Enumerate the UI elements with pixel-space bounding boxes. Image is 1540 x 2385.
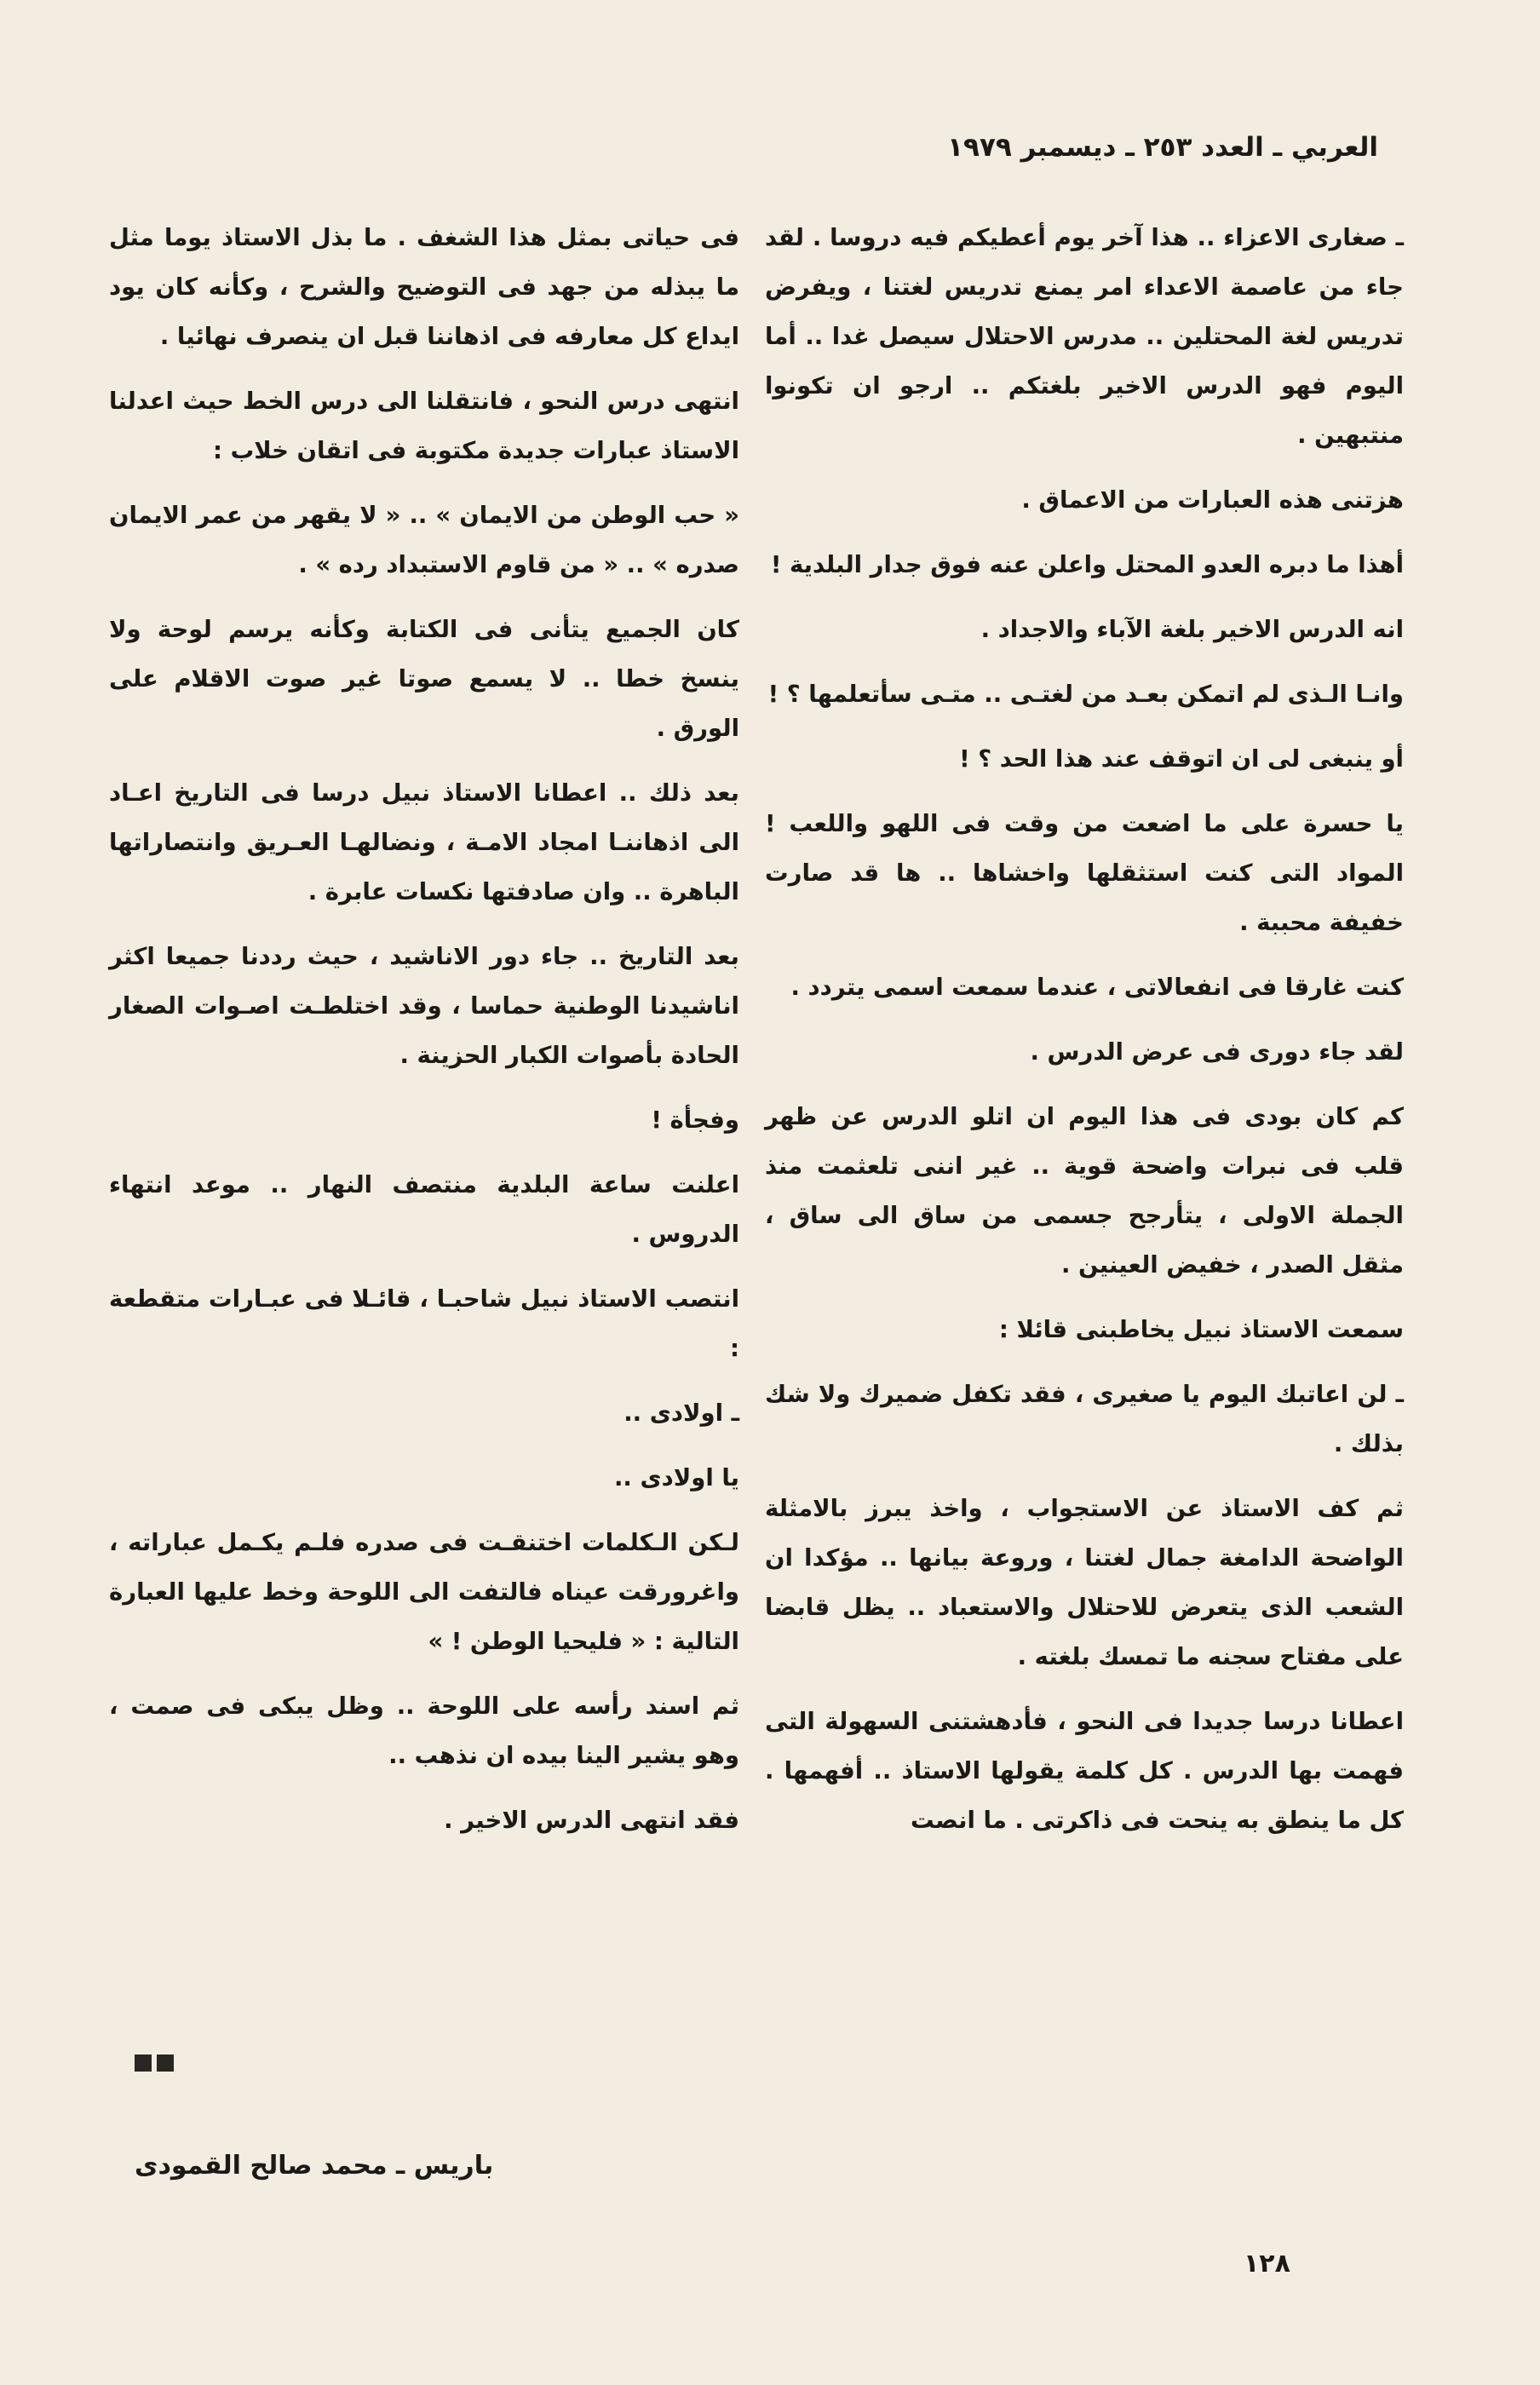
paragraph: فى حياتى بمثل هذا الشغف . ما بذل الاستاذ يوما مثل ما يبذله من جهد فى التوضيح والشرح ، وكأنه كان يود ايداع كل معارفه فى اذهاننا قبل ان ينصرف نهائيا . — [109, 224, 739, 350]
paragraph: انه الدرس الاخير بلغة الآباء والاجداد . — [980, 616, 1404, 643]
paragraph: ـ لن اعاتبك اليوم يا صغيرى ، فقد تكفل ضميرك ولا شك بذلك . — [765, 1381, 1404, 1457]
paragraph: وفجأة ! — [651, 1106, 739, 1134]
paragraph: اعطانا درسا جديدا فى النحو ، فأدهشتنى السهولة التى فهمت بها الدرس . كل كلمة يقولها الاستاذ .. أفهمها . كل ما ينطق به ينحت فى ذاكرتى . ما انصت — [765, 1708, 1404, 1834]
end-square-icon — [157, 2055, 174, 2072]
end-square-icon — [135, 2055, 152, 2072]
paragraph: بعد ذلك .. اعطانا الاستاذ نبيل درسا فى التاريخ اعـاد الى اذهاننـا امجاد الامـة ، ونضالهـا العـريق وانتصاراتها الباهرة .. وان صادفتها نكسات عابرة . — [109, 779, 739, 905]
paragraph: فقد انتهى الدرس الاخير . — [444, 1807, 739, 1834]
paragraph: كنت غارقا فى انفعالاتى ، عندما سمعت اسمى يتردد . — [790, 974, 1404, 1001]
paragraph: انتصب الاستاذ نبيل شاحبـا ، قائـلا فى عبـارات متقطعة : — [109, 1285, 739, 1362]
paragraph: أهذا ما دبره العدو المحتل واعلن عنه فوق جدار البلدية ! — [770, 551, 1404, 578]
paragraph: وانـا الـذى لم اتمكن بعـد من لغتـى .. متـى سأتعلمها ؟ ! — [767, 681, 1404, 708]
paragraph: لقد جاء دورى فى عرض الدرس . — [1030, 1038, 1404, 1066]
running-head: العربي ـ العدد ٢٥٣ ـ ديسمبر ١٩٧٩ — [947, 132, 1378, 163]
paragraph: ثم اسند رأسه على اللوحة .. وظل يبكى فى صمت ، وهو يشير الينا بيده ان نذهب .. — [109, 1692, 739, 1769]
end-of-article-mark — [135, 2055, 174, 2072]
right-text-column — [765, 213, 1404, 1860]
paragraph: هزتنى هذه العبارات من الاعماق . — [1021, 486, 1404, 514]
paragraph: اعلنت ساعة البلدية منتصف النهار .. موعد انتهاء الدروس . — [109, 1171, 739, 1248]
paragraph: « حب الوطن من الايمان » .. « لا يقهر من عمر الايمان صدره » .. « من قاوم الاستبداد رده » . — [109, 502, 739, 578]
paragraph: ـ اولادى .. — [623, 1399, 739, 1427]
paragraph: كان الجميع يتأنى فى الكتابة وكأنه يرسم لوحة ولا ينسخ خطا .. لا يسمع صوتا غير صوت الاقلام على الورق . — [109, 616, 739, 742]
paragraph: يا اولادى .. — [613, 1464, 739, 1491]
paragraph: ثم كف الاستاذ عن الاستجواب ، واخذ يبرز بالامثلة الواضحة الدامغة جمال لغتنا ، وروعة بيانها .. مؤكدا ان الشعب الذى يتعرض للاحتلال والاستعباد .. يظل قابضا على مفتاح سجنه ما تمسك بلغته . — [765, 1495, 1404, 1670]
paragraph: أو ينبغى لى ان اتوقف عند هذا الحد ؟ ! — [959, 745, 1404, 773]
paragraph: سمعت الاستاذ نبيل يخاطبنى قائلا : — [998, 1316, 1404, 1343]
paragraph: ـ صغارى الاعزاء .. هذا آخر يوم أعطيكم فيه دروسا . لقد جاء من عاصمة الاعداء امر يمنع تدريس لغتنا ، ويفرض تدريس لغة المحتلين .. مدرس الاحتلال سيصل غدا .. أما اليوم فهو الدرس الاخير بلغتكم .. ارجو ان تكونوا منتبهين . — [765, 224, 1404, 449]
paragraph: انتهى درس النحو ، فانتقلنا الى درس الخط حيث اعدلنا الاستاذ عبارات جديدة مكتوبة فى اتقان خلاب : — [109, 388, 739, 464]
author-signature: باريس ـ محمد صالح القمودى — [135, 2151, 494, 2181]
page-number: ١٢٨ — [1244, 2249, 1290, 2279]
paragraph: كم كان بودى فى هذا اليوم ان اتلو الدرس عن ظهر قلب فى نبرات واضحة قوية .. غير اننى تلعثمت منذ الجملة الاولى ، يتأرجح جسمى من ساق الى ساق ، مثقل الصدر ، خفيض العينين . — [765, 1103, 1404, 1279]
paragraph: يا حسرة على ما اضعت من وقت فى اللهو واللعب ! المواد التى كنت استثقلها واخشاها .. ها قد صارت خفيفة محببة . — [765, 810, 1404, 936]
left-text-column — [109, 213, 739, 1860]
paragraph: بعد التاريخ .. جاء دور الاناشيد ، حيث رددنا جميعا اكثر اناشيدنا الوطنية حماسا ، وقد اختلطـت اصـوات الصغار الحادة بأصوات الكبار الحزينة . — [109, 943, 739, 1069]
paragraph: لـكن الـكلمات اختنقـت فى صدره فلـم يكـمل عباراته ، واغرورقت عيناه فالتفت الى اللوحة وخط عليها العبارة التالية : « فليحيا الوطن ! » — [109, 1529, 739, 1655]
